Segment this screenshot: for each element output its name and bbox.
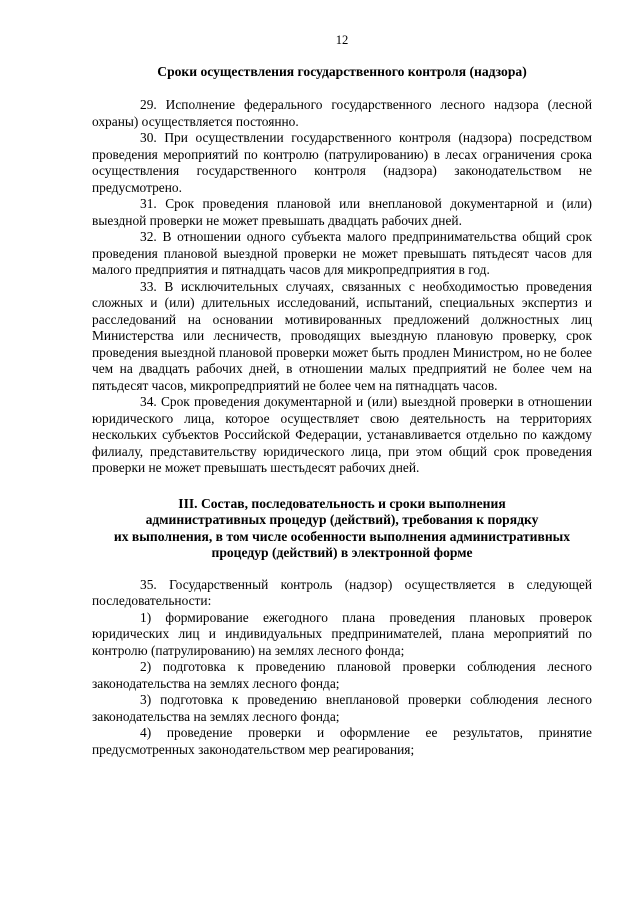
paragraph-29: 29. Исполнение федерального государственного лесного надзора (лесной охраны) осуществляется постоянно.	[92, 97, 592, 129]
paragraph-32: 32. В отношении одного субъекта малого предпринимательства общий срок проведения плановой выездной проверки не может превышать пятьдесят часов для малого предприятия и пятнадцать часов для микропредприятия в год.	[92, 229, 592, 278]
section-heading-line: III. Состав, последовательность и сроки выполнения	[178, 495, 506, 511]
section-heading-line: административных процедур (действий), требования к порядку	[145, 512, 539, 528]
list-item-2: 2) подготовка к проведению плановой проверки соблюдения лесного законодательства на землях лесного фонда;	[92, 659, 592, 691]
paragraph-31: 31. Срок проведения плановой или внеплановой документарной и (или) выездной проверки не может превышать двадцать рабочих дней.	[92, 196, 592, 228]
paragraph-33: 33. В исключительных случаях, связанных с необходимостью проведения сложных и (или) длительных исследований, испытаний, специальных экспертиз и расследований на основании мотивированных предложений должностных лиц Министерства или лесничеств, проводящих выездную плановую проверку, срок проведения выездной плановой проверки может быть продлен Министром, но не более чем на двадцать рабочих дней, в отношении малых предприятий не более чем на пятьдесят часов, микропредприятий не более чем на пятнадцать часов.	[92, 278, 592, 393]
section-heading-line: процедур (действий) в электронной форме	[211, 545, 473, 561]
section-heading-terms: Сроки осуществления государственного контроля (надзора)	[157, 64, 527, 79]
list-item-1: 1) формирование ежегодного плана проведения плановых проверок юридических лиц и индивидуальных предпринимателей, плана мероприятий по контролю (патрулированию) на землях лесного фонда;	[92, 609, 592, 658]
section-heading-procedures	[92, 496, 592, 562]
list-item-4: 4) проведение проверки и оформление ее результатов, принятие предусмотренных законодательством мер реагирования;	[92, 725, 592, 757]
section-heading-line: их выполнения, в том числе особенности выполнения административных	[113, 528, 571, 544]
list-item-3: 3) подготовка к проведению внеплановой проверки соблюдения лесного законодательства на землях лесного фонда;	[92, 692, 592, 724]
paragraph-30: 30. При осуществлении государственного контроля (надзора) посредством проведения мероприятий по контролю (патрулированию) в лесах ограничения срока осуществления государственного контроля (надзора) законодательством не предусмотрено.	[92, 130, 592, 195]
paragraph-34: 34. Срок проведения документарной и (или) выездной проверки в отношении юридического лица, которое осуществляет свою деятельность на территориях нескольких субъектов Российской Федерации, устанавливается отдельно по каждому филиалу, представительству юридического лица, при этом общий срок проведения проверки не может превышать шестьдесят рабочих дней.	[92, 394, 592, 476]
paragraph-35: 35. Государственный контроль (надзор) осуществляется в следующей последовательности:	[92, 576, 592, 609]
page-number: 12	[335, 33, 349, 47]
